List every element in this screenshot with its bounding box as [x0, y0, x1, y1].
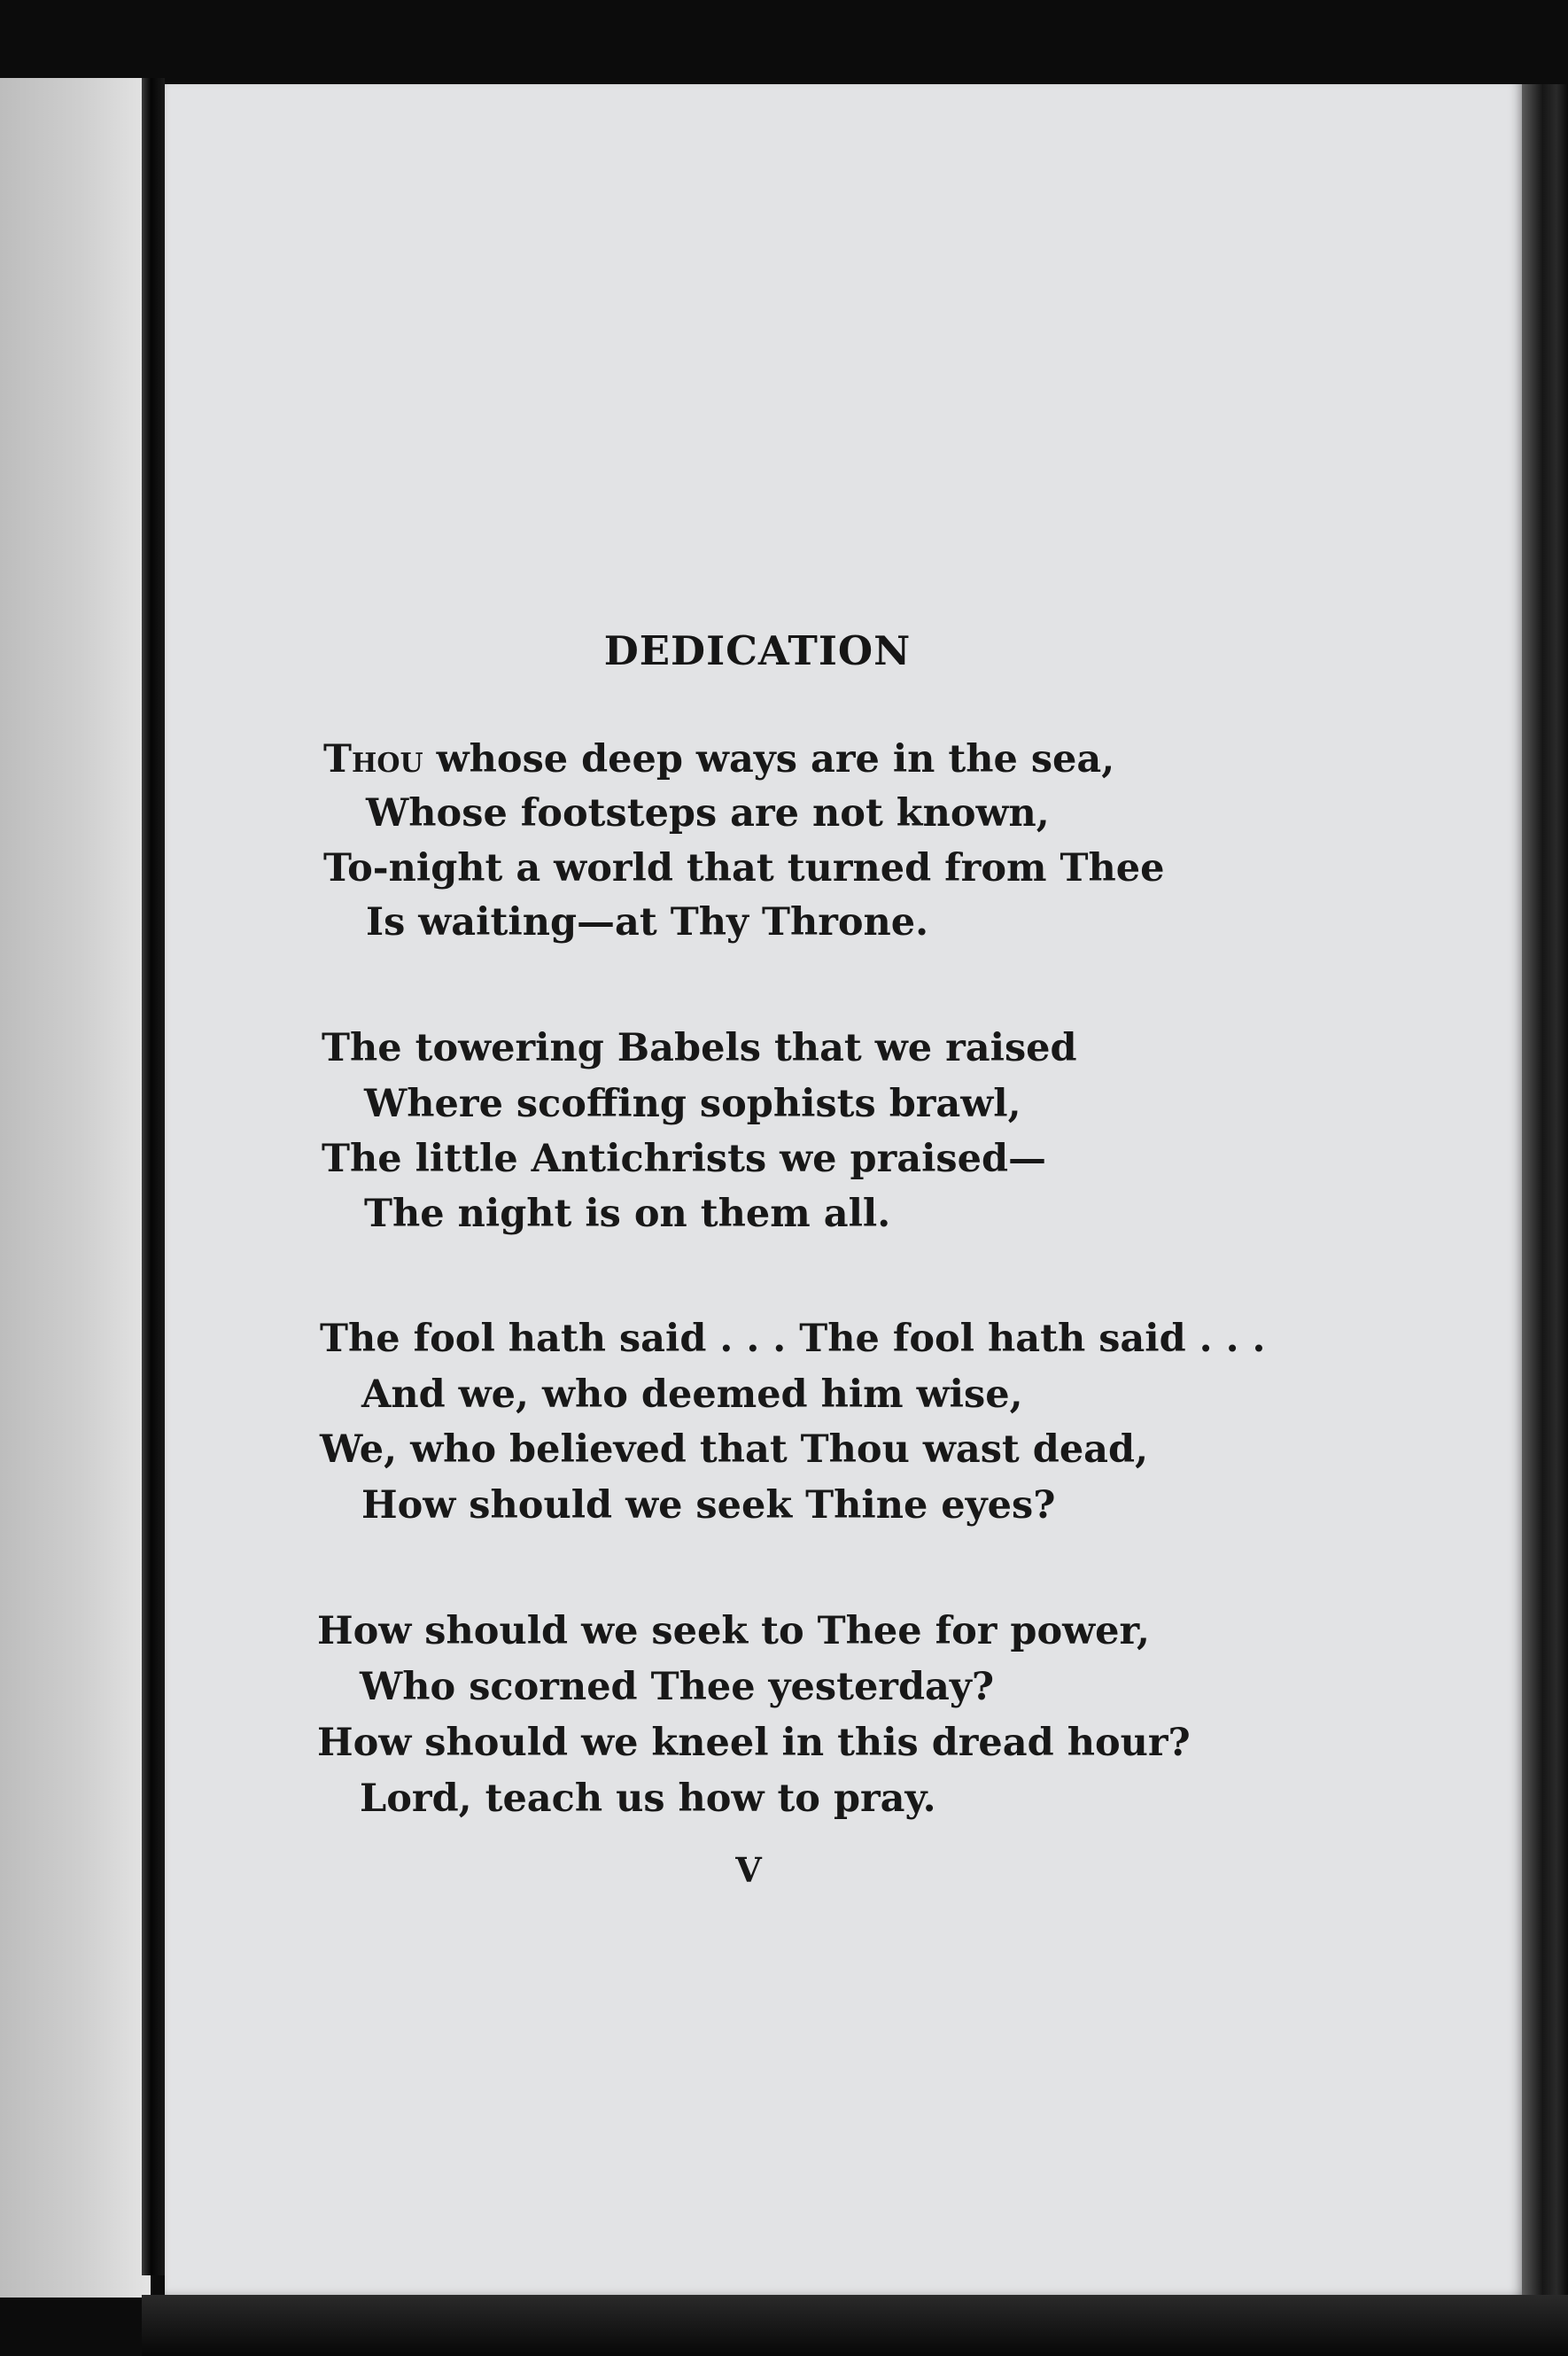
page-bottom-edge: [142, 2295, 1568, 2356]
page-right-edge: [1522, 84, 1568, 2299]
poem-line: How should we kneel in this dread hour?: [317, 1721, 1191, 1765]
poem-line: The fool hath said . . . The fool hath said . . .: [320, 1317, 1266, 1361]
previous-page-edge: [0, 78, 151, 2298]
poem-line: Is waiting—at Thy Throne.: [366, 900, 929, 945]
poem-line: [323, 737, 1114, 781]
poem-line: Lord, teach us how to pray.: [360, 1777, 936, 1821]
poem-line: We, who believed that Thou wast dead,: [320, 1427, 1149, 1472]
poem-line: And we, who deemed him wise,: [361, 1372, 1023, 1417]
poem-line: The night is on them all.: [364, 1192, 891, 1236]
page-number: V: [735, 1850, 762, 1890]
poem-line: The little Antichrists we praised—: [322, 1137, 1047, 1181]
poem-line: Who scorned Thee yesterday?: [360, 1665, 995, 1709]
poem-line: How should we seek to Thee for power,: [317, 1609, 1150, 1653]
poem-line: Whose footsteps are not known,: [366, 791, 1050, 836]
book-spine-shadow: [142, 78, 165, 2275]
poem-line: How should we seek Thine eyes?: [361, 1483, 1056, 1528]
poem-line: The towering Babels that we raised: [322, 1026, 1077, 1070]
line-text: whose deep ways are in the sea,: [423, 737, 1115, 781]
drop-word: Thou: [323, 737, 423, 781]
poem-line: Where scoffing sophists brawl,: [364, 1082, 1021, 1126]
page-title: DEDICATION: [603, 627, 912, 674]
poem-line: To-night a world that turned from Thee: [323, 846, 1165, 890]
